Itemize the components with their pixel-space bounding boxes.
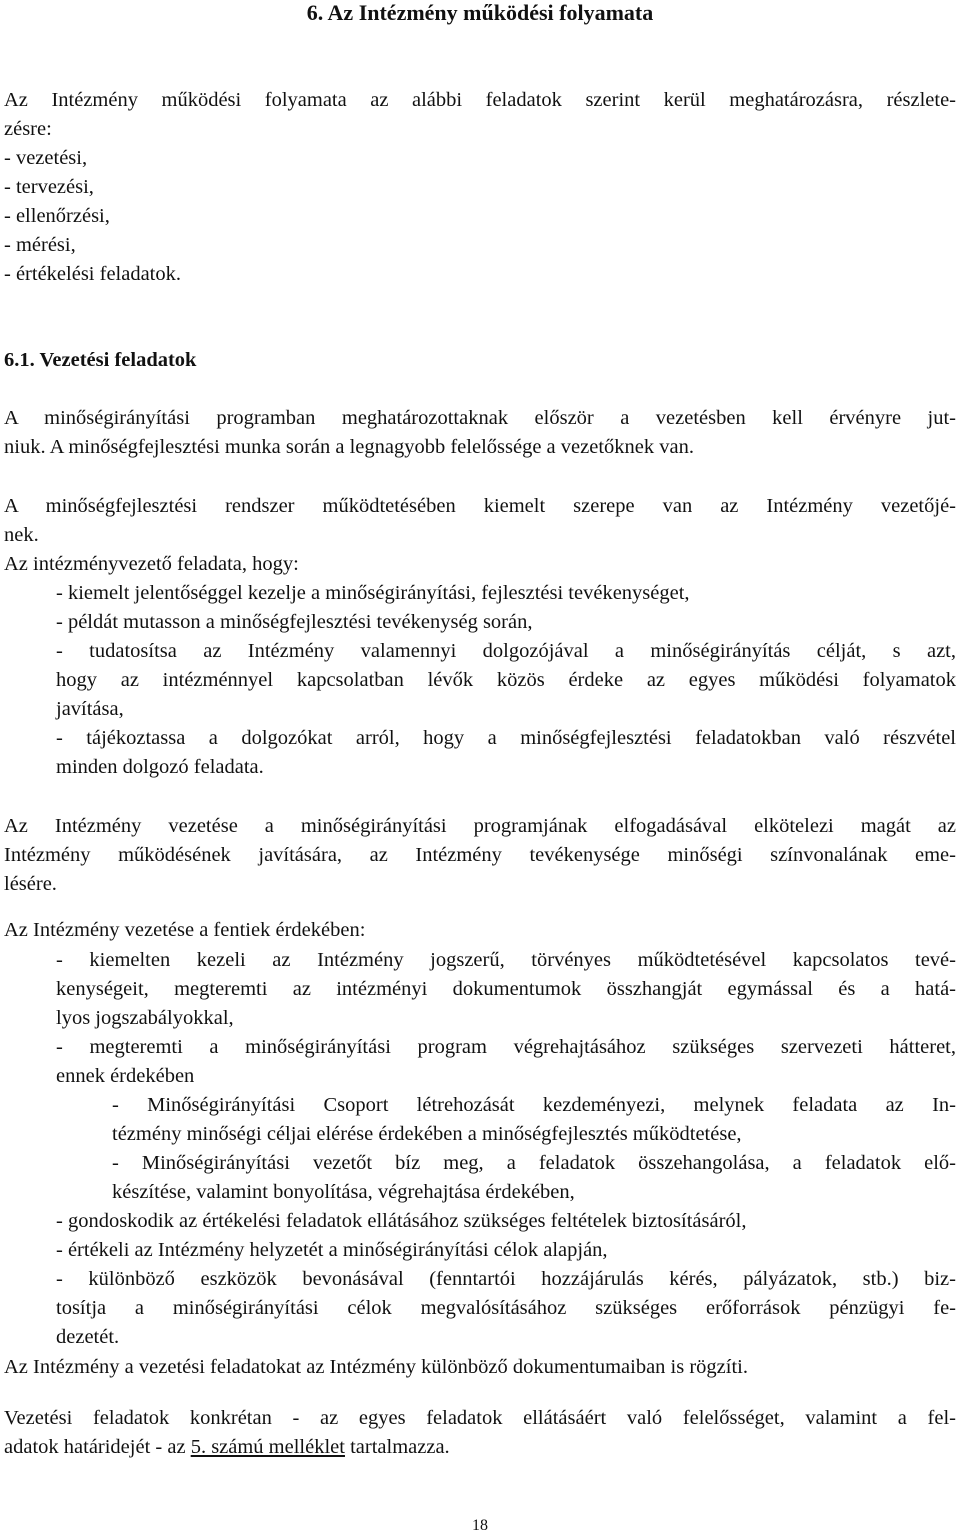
list-item: - értékeli az Intézmény helyzetét a minőségirányítási célok alapján, <box>56 1239 608 1261</box>
text-run: tartalmazza. <box>344 1436 450 1458</box>
list-item: - gondoskodik az értékelési feladatok ellátásához szükséges feltételek biztosításáról, <box>56 1210 747 1232</box>
paragraph-line: A minőségfejlesztési rendszer működtetésében kiemelt szerepe van az Intézmény vezetőjé- <box>4 495 956 517</box>
paragraph-line: A minőségirányítási programban meghatározottaknak először a vezetésben kell érvényre jut- <box>4 407 956 429</box>
list-item-continuation: hogy az intézménnyel kapcsolatban lévők közös érdeke az egyes működési folyamatok <box>56 669 956 691</box>
list-item: - megteremti a minőségirányítási program végrehajtásához szükséges szervezeti hátteret, <box>56 1036 956 1058</box>
list-item: - vezetési, <box>4 147 88 169</box>
list-item: - tervezési, <box>4 176 94 198</box>
list-item-continuation: kenységeit, megteremti az intézményi dokumentumok összhangját egymással és a hatá- <box>56 978 956 1000</box>
annex-reference-link[interactable]: 5. számú melléklet <box>190 1436 345 1458</box>
text-run: adatok határidejét - az <box>4 1436 191 1458</box>
list-item-continuation: minden dolgozó feladata. <box>56 756 264 778</box>
section-heading: 6.1. Vezetési feladatok <box>4 349 197 371</box>
intro-paragraph <box>4 86 956 289</box>
sub-list-item: - Minőségirányítási vezetőt bíz meg, a feladatok összehangolása, a feladatok elő- <box>112 1152 956 1174</box>
paragraph-4-intro: Az Intézmény vezetése a fentiek érdekében: <box>4 919 366 941</box>
paragraph-3 <box>4 812 956 899</box>
paragraph-2 <box>4 492 956 579</box>
list-item: - kiemelten kezeli az Intézmény jogszerű, törvényes működtetésével kapcsolatos tevé- <box>56 949 956 971</box>
paragraph-line: lésére. <box>4 873 57 895</box>
list-item-continuation: javítása, <box>56 698 124 720</box>
sub-list-item: - Minőségirányítási Csoport létrehozását kezdeményezi, melynek feladata az In- <box>112 1094 956 1116</box>
paragraph-line: Az Intézmény vezetése a minőségirányítási programjának elfogadásával elkötelezi magát az <box>4 815 956 837</box>
management-list <box>4 946 956 1352</box>
list-item-continuation: tosítja a minőségirányítási célok megvalósításához szükséges erőforrások pénzügyi fe- <box>56 1297 956 1319</box>
list-item: - tájékoztassa a dolgozókat arról, hogy a minőségfejlesztési feladatokban való részvétel <box>56 727 956 749</box>
paragraph-6 <box>4 1404 956 1462</box>
duties-list <box>4 579 956 782</box>
intro-line: zésre: <box>4 118 52 140</box>
list-item-continuation: dezetét. <box>56 1326 120 1348</box>
intro-line: Az Intézmény működési folyamata az alábbi feladatok szerint kerül meghatározásra, részlete- <box>4 89 956 111</box>
paragraph-line: niuk. A minőségfejlesztési munka során a legnagyobb felelőssége a vezetőknek van. <box>4 436 694 458</box>
list-item: - példát mutasson a minőségfejlesztési tevékenység során, <box>56 611 533 633</box>
paragraph-line: Intézmény működésének javítására, az Intézmény tevékenysége minőségi színvonalának eme- <box>4 844 956 866</box>
list-item-continuation: lyos jogszabályokkal, <box>56 1007 234 1029</box>
paragraph-5: Az Intézmény a vezetési feladatokat az Intézmény különböző dokumentumaiban is rögzíti. <box>4 1356 748 1378</box>
list-item-continuation: ennek érdekében <box>56 1065 195 1087</box>
page-number: 18 <box>472 1517 488 1534</box>
list-item: - ellenőrzési, <box>4 205 110 227</box>
paragraph-line: Vezetési feladatok konkrétan - az egyes feladatok ellátásáért való felelősséget, valamint a fel- <box>4 1407 956 1429</box>
list-item: - kiemelt jelentőséggel kezelje a minőségirányítási, fejlesztési tevékenységet, <box>56 582 690 604</box>
sub-list-item-continuation: tézmény minőségi céljai elérése érdekében a minőségfejlesztés működtetése, <box>112 1123 742 1145</box>
list-item: - mérési, <box>4 234 76 256</box>
list-item: - különböző eszközök bevonásával (fenntartói hozzájárulás kérés, pályázatok, stb.) biz- <box>56 1268 956 1290</box>
list-item: - értékelési feladatok. <box>4 263 182 285</box>
document-title: 6. Az Intézmény működési folyamata <box>306 0 654 25</box>
sub-list-item-continuation: készítése, valamint bonyolítása, végrehajtása érdekében, <box>112 1181 575 1203</box>
paragraph-line: Az intézményvezető feladata, hogy: <box>4 553 299 575</box>
list-item: - tudatosítsa az Intézmény valamennyi dolgozójával a minőségirányítás célját, s azt, <box>56 640 956 662</box>
paragraph-1 <box>4 404 956 462</box>
paragraph-line <box>4 1433 956 1462</box>
paragraph-line: nek. <box>4 524 39 546</box>
